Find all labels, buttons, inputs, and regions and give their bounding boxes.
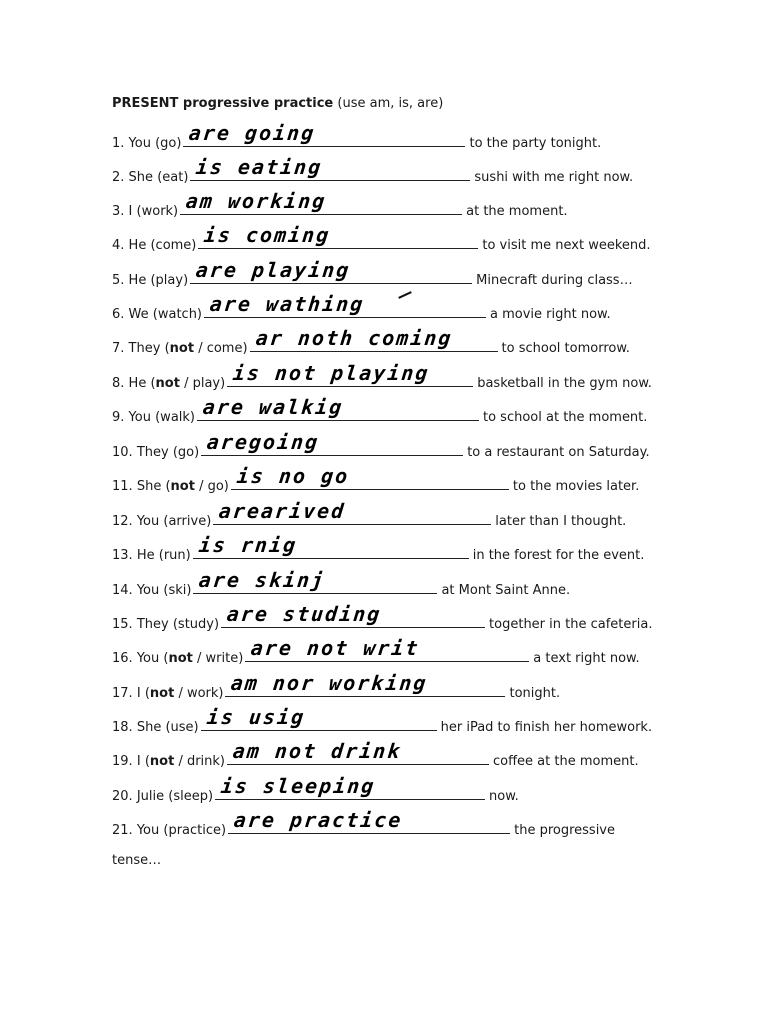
item-continuation: sushi with me right now. <box>474 170 634 185</box>
item-number: 12. <box>112 514 133 529</box>
item-number: 11. <box>112 479 133 494</box>
item-verb: (work) <box>136 204 179 219</box>
item-verb: (practice) <box>163 823 227 838</box>
exercise-line <box>112 499 627 529</box>
handwritten-answer: are walkig <box>201 395 345 419</box>
item-verb: (sleep) <box>168 789 214 804</box>
exercise-line <box>112 430 650 460</box>
handwritten-answer: is sleeping <box>219 774 377 798</box>
item-subject: You <box>136 823 160 838</box>
exercise-line <box>112 739 639 769</box>
item-subject: They <box>136 445 169 460</box>
handwritten-answer: are wathing <box>208 292 366 316</box>
item-number: 8. <box>112 376 125 391</box>
handwritten-answer: am working <box>184 189 328 213</box>
item-verb: (use) <box>165 720 199 735</box>
item-negation: not <box>170 479 195 494</box>
handwritten-answer: am not drink <box>231 739 403 763</box>
handwritten-answer: is rnig <box>197 533 299 557</box>
item-subject: You <box>136 651 160 666</box>
exercise-line <box>112 464 640 494</box>
item-subject: He <box>128 238 147 253</box>
handwritten-answer: arearived <box>218 499 347 523</box>
item-verb: (walk) <box>155 410 195 425</box>
handwritten-answer: are not writ <box>250 636 422 660</box>
item-number: 7. <box>112 341 125 356</box>
item-verb-rest: / work) <box>178 686 224 701</box>
answer-blank[interactable] <box>198 223 478 249</box>
answer-blank[interactable] <box>227 739 489 765</box>
exercise-line <box>112 361 652 391</box>
answer-blank[interactable] <box>201 430 463 456</box>
item-continuation: Minecraft during class… <box>476 273 633 288</box>
answer-blank[interactable] <box>245 636 529 662</box>
pen-mark <box>398 291 412 299</box>
item-continuation: to school tomorrow. <box>501 341 630 356</box>
item-number: 5. <box>112 273 125 288</box>
item-verb-rest: / come) <box>198 341 248 356</box>
item-continuation: together in the cafeteria. <box>489 617 653 632</box>
title-instructions: (use am, is, are) <box>337 96 444 111</box>
item-verb-rest: / go) <box>199 479 229 494</box>
item-subject: They <box>128 341 161 356</box>
exercise-line <box>112 155 634 185</box>
exercise-line <box>112 774 519 804</box>
item-subject: I <box>128 204 133 219</box>
item-continuation: in the forest for the event. <box>472 548 645 563</box>
item-verb: ( <box>164 341 170 356</box>
item-verb: (study) <box>172 617 220 632</box>
answer-blank[interactable] <box>228 808 510 834</box>
worksheet-title <box>112 96 443 111</box>
item-subject: He <box>136 548 155 563</box>
item-continuation: to a restaurant on Saturday. <box>467 445 650 460</box>
item-verb: (come) <box>150 238 197 253</box>
item-verb: (eat) <box>157 170 189 185</box>
handwritten-answer: are playing <box>194 258 352 282</box>
item-continuation: now. <box>489 789 519 804</box>
item-subject: We <box>128 307 149 322</box>
exercise-line <box>112 189 568 219</box>
item-continuation: to visit me next weekend. <box>482 238 651 253</box>
handwritten-answer: is not playing <box>231 361 432 385</box>
item-continuation: at the moment. <box>466 204 568 219</box>
answer-blank[interactable] <box>190 258 472 284</box>
answer-blank[interactable] <box>225 671 505 697</box>
item-number: 15. <box>112 617 133 632</box>
item-continuation: coffee at the moment. <box>493 754 639 769</box>
item-verb: (watch) <box>152 307 203 322</box>
handwritten-answer: are studing <box>225 602 383 626</box>
exercise-line <box>112 705 653 735</box>
item-subject: You <box>136 583 160 598</box>
item-number: 10. <box>112 445 133 460</box>
answer-blank[interactable] <box>213 499 491 525</box>
exercise-continuation: tense… <box>112 853 162 868</box>
exercise-line <box>112 568 571 598</box>
item-number: 21. <box>112 823 133 838</box>
item-subject: He <box>128 376 147 391</box>
item-number: 9. <box>112 410 125 425</box>
item-continuation: to school at the moment. <box>483 410 648 425</box>
answer-blank[interactable] <box>201 705 437 731</box>
title-bold: PRESENT progressive practice <box>112 96 334 111</box>
item-number: 17. <box>112 686 133 701</box>
answer-blank[interactable] <box>250 326 498 352</box>
item-verb: ( <box>144 754 150 769</box>
handwritten-answer: am nor working <box>230 671 430 695</box>
item-verb: (ski) <box>163 583 192 598</box>
item-continuation: to the movies later. <box>512 479 640 494</box>
item-continuation: a text right now. <box>533 651 640 666</box>
item-continuation: basketball in the gym now. <box>477 376 652 391</box>
item-verb: ( <box>150 376 156 391</box>
item-subject: You <box>136 514 160 529</box>
item-verb-rest: / drink) <box>178 754 225 769</box>
exercise-line <box>112 258 633 288</box>
answer-blank[interactable] <box>204 292 486 318</box>
exercise-line <box>112 326 630 356</box>
handwritten-answer: is coming <box>203 223 333 247</box>
item-negation: not <box>168 651 193 666</box>
exercise-line <box>112 808 615 838</box>
item-verb: (play) <box>150 273 189 288</box>
item-number: 2. <box>112 170 125 185</box>
exercise-line <box>112 636 640 666</box>
item-subject: She <box>136 479 162 494</box>
item-subject: You <box>128 410 151 425</box>
exercise-line <box>112 292 611 322</box>
handwritten-answer: is eating <box>195 155 325 179</box>
answer-blank[interactable] <box>180 189 462 215</box>
handwritten-answer: is no go <box>235 464 351 488</box>
handwritten-answer: are going <box>188 121 318 145</box>
exercise-line <box>112 671 561 701</box>
item-negation: not <box>169 341 195 356</box>
handwritten-answer: is usig <box>205 705 307 729</box>
answer-blank[interactable] <box>193 533 469 559</box>
item-continuation: a movie right now. <box>490 307 611 322</box>
answer-blank[interactable] <box>193 568 437 594</box>
item-negation: not <box>155 376 180 391</box>
item-verb: ( <box>163 651 169 666</box>
item-number: 13. <box>112 548 133 563</box>
item-verb: (go) <box>172 445 200 460</box>
item-negation: not <box>149 686 175 701</box>
item-subject: Julie <box>136 789 165 804</box>
answer-blank[interactable] <box>227 361 473 387</box>
item-number: 18. <box>112 720 133 735</box>
exercise-line <box>112 533 645 563</box>
item-number: 16. <box>112 651 133 666</box>
exercise-line <box>112 602 653 632</box>
item-verb: (arrive) <box>163 514 212 529</box>
item-number: 1. <box>112 136 125 151</box>
item-number: 20. <box>112 789 133 804</box>
item-continuation: tonight. <box>509 686 561 701</box>
item-subject: You <box>128 136 151 151</box>
item-continuation: her iPad to finish her homework. <box>440 720 653 735</box>
item-number: 14. <box>112 583 133 598</box>
item-continuation: later than I thought. <box>495 514 627 529</box>
answer-blank[interactable] <box>231 464 509 490</box>
item-subject: She <box>136 720 162 735</box>
item-negation: not <box>149 754 175 769</box>
item-subject: She <box>128 170 154 185</box>
item-number: 3. <box>112 204 125 219</box>
item-continuation: to the party tonight. <box>469 136 602 151</box>
item-continuation: the progressive <box>514 823 615 838</box>
item-verb-rest: / play) <box>184 376 226 391</box>
item-subject: They <box>136 617 169 632</box>
answer-blank[interactable] <box>215 774 485 800</box>
item-subject: I <box>136 686 141 701</box>
answer-blank[interactable] <box>221 602 485 628</box>
handwritten-answer: are skinj <box>198 568 328 592</box>
handwritten-answer: aregoing <box>205 430 321 454</box>
exercise-line <box>112 223 651 253</box>
handwritten-answer: ar noth coming <box>254 326 454 350</box>
item-subject: He <box>128 273 147 288</box>
exercise-line <box>112 121 602 151</box>
answer-blank[interactable] <box>197 395 479 421</box>
exercise-line <box>112 395 648 425</box>
item-verb: (go) <box>155 136 182 151</box>
item-continuation: at Mont Saint Anne. <box>441 583 571 598</box>
item-verb: (run) <box>158 548 191 563</box>
item-verb-rest: / write) <box>197 651 244 666</box>
item-subject: I <box>136 754 141 769</box>
item-number: 4. <box>112 238 125 253</box>
answer-blank[interactable] <box>190 155 470 181</box>
item-number: 6. <box>112 307 125 322</box>
item-number: 19. <box>112 754 133 769</box>
handwritten-answer: are practice <box>232 808 404 832</box>
item-verb: ( <box>144 686 150 701</box>
item-verb: ( <box>165 479 171 494</box>
answer-blank[interactable] <box>183 121 465 147</box>
